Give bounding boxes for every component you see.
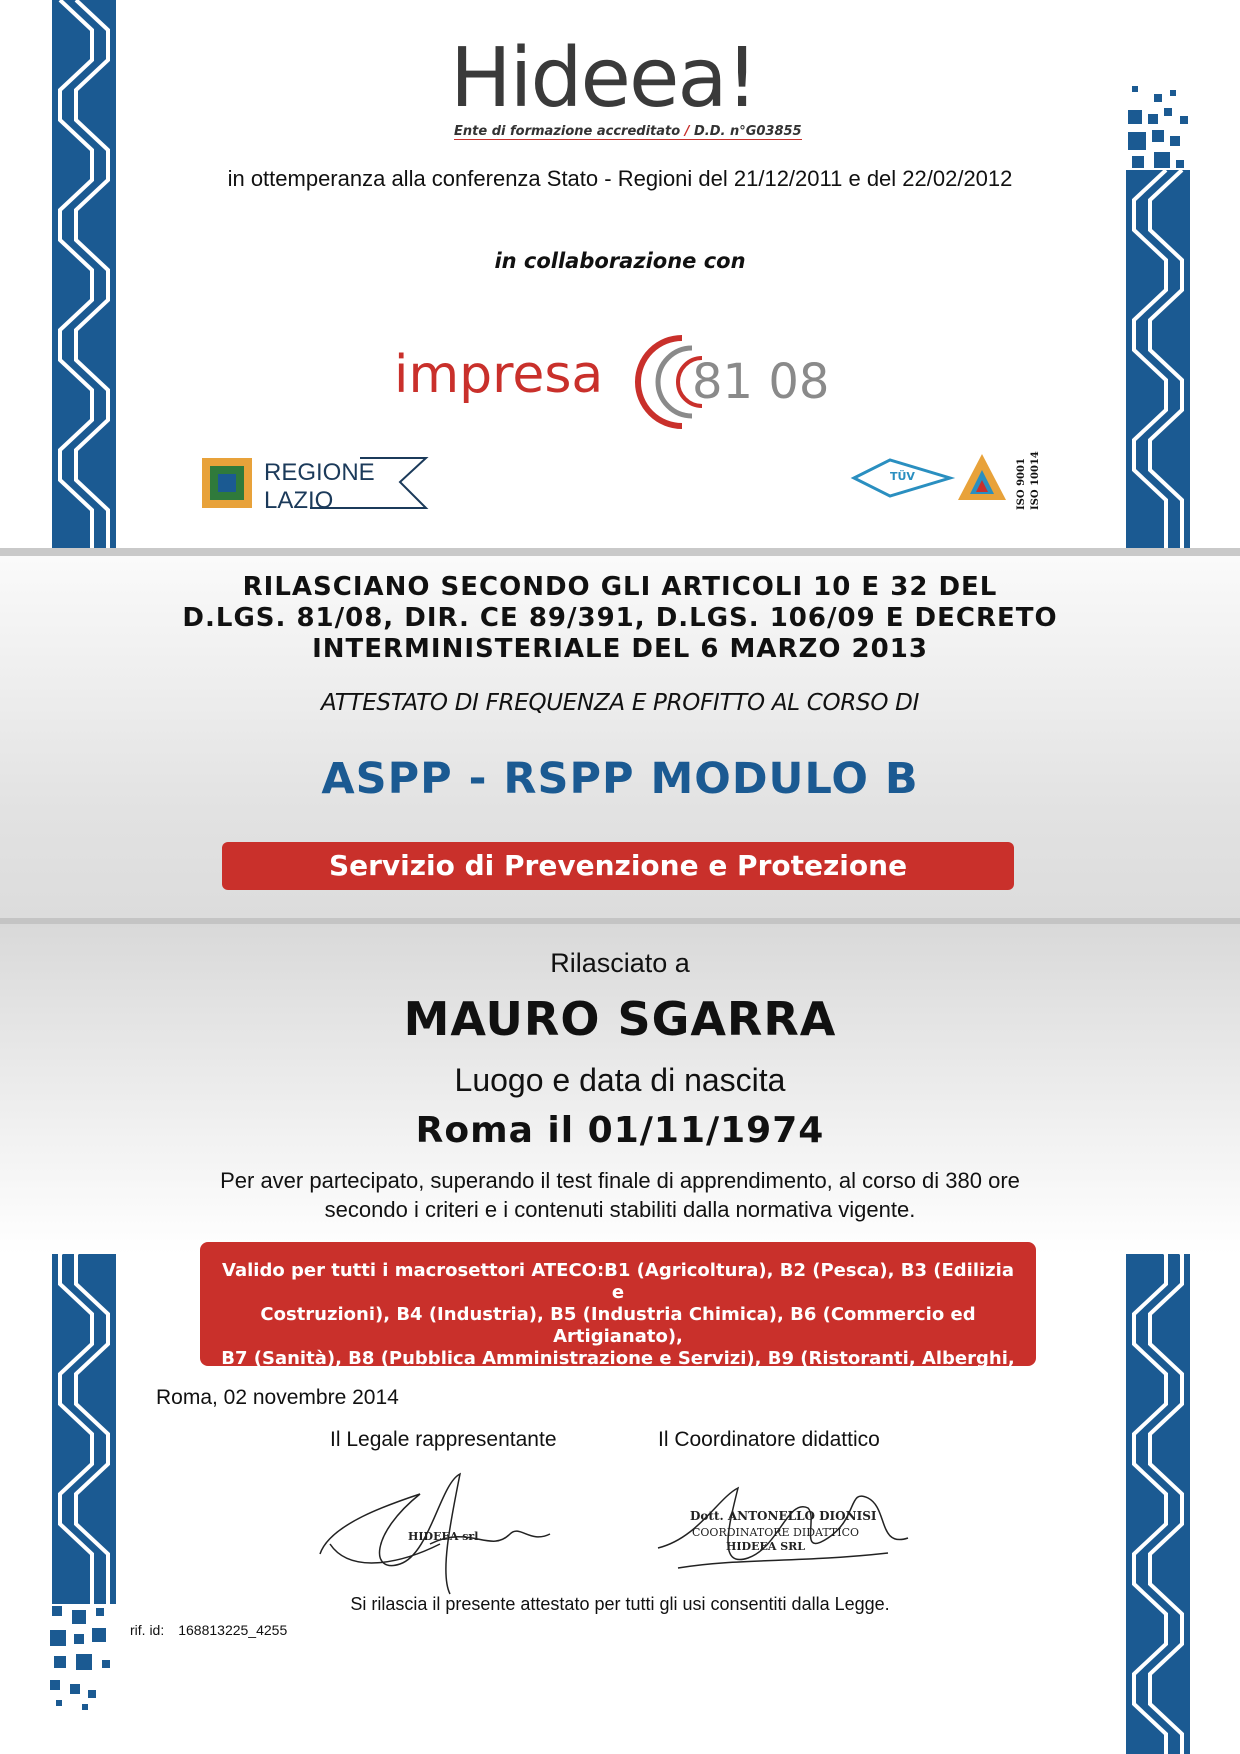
coordinator-label: Il Coordinatore didattico: [658, 1428, 880, 1451]
service-banner: Servizio di Prevenzione e Protezione: [222, 842, 1014, 890]
reference-id-label: rif. id:: [130, 1622, 165, 1638]
svg-text:Dott. ANTONELLO DIONISI: Dott. ANTONELLO DIONISI: [690, 1509, 877, 1523]
birth-value: Roma il 01/11/1974: [415, 1110, 825, 1151]
reference-id: [130, 1622, 287, 1638]
svg-text:LAZIO: LAZIO: [264, 487, 334, 514]
usage-note: Si rilascia il presente attestato per tutti gli usi consentiti dalla Legge.: [350, 1594, 890, 1614]
svg-text:ISO 10014: ISO 10014: [1030, 451, 1041, 510]
pixel-decoration-top-right: [1124, 80, 1194, 180]
issue-date-place: Roma, 02 novembre 2014: [156, 1386, 399, 1409]
left-top-strip: [52, 0, 116, 548]
band-top-border: [0, 548, 1240, 556]
right-top-strip: [1126, 170, 1190, 548]
legal-rep-stamp: HIDEEA srl: [408, 1530, 479, 1543]
tuv-logo-text: TÜV: [890, 470, 915, 483]
legal-rep-label: Il Legale rappresentante: [330, 1428, 557, 1451]
hideea-logo: [450, 31, 802, 148]
reference-id-value: 168813225_4255: [178, 1622, 288, 1638]
validity-box: Valido per tutti i macrosettori ATECO:B1 (Agricoltura), B2 (Pesca), B3 (Edilizia e Costruzioni), B4 (Industria), B5 (Industria Chimica), B6 (Commercio ed Artigianato), B7 (Sanità), B8 (Pubblica Amministrazione e Servizi), B9 (Ristoranti, Alberghi, Assicurazioni, Associazioni di tutti i tipi): [200, 1242, 1036, 1366]
pixel-decoration-bottom-left: [46, 1604, 122, 1714]
logo-tagline: Ente di formazione accreditato / D.D. n°G03855: [454, 124, 802, 139]
recipient-name: MAURO SGARRA: [403, 992, 837, 1046]
articles-line-3: INTERMINISTERIALE DEL 6 MARZO 2013: [312, 634, 928, 664]
issued-to-label: Rilasciato a: [550, 948, 690, 978]
svg-text:HIDEEA SRL: HIDEEA SRL: [726, 1540, 806, 1553]
regione-lazio-logo: [200, 452, 430, 514]
logo-name: Hideea!: [450, 31, 757, 126]
participation-text: Per aver partecipato, superando il test finale di apprendimento, al corso di 380 ore secondo i criteri e i contenuti stabiliti dalla normativa vigente.: [220, 1168, 1020, 1222]
impresa-logo-text: impresa: [394, 345, 604, 405]
svg-text:COORDINATORE DIDATTICO: COORDINATORE DIDATTICO: [692, 1526, 860, 1539]
impresa-8108-logo: [392, 318, 852, 438]
svg-text:ISO 9001: ISO 9001: [1016, 458, 1027, 510]
articles-line-2: D.LGS. 81/08, DIR. CE 89/391, D.LGS. 106/09 E DECRETO: [182, 603, 1058, 633]
legal-reference: in ottemperanza alla conferenza Stato - Regioni del 21/12/2011 e del 22/02/2012: [227, 166, 1013, 191]
legal-rep-signature: [310, 1464, 560, 1604]
birth-label: Luogo e data di nascita: [454, 1062, 786, 1098]
coordinator-signature: [648, 1478, 918, 1598]
certification-logos: [850, 448, 1050, 516]
svg-text:REGIONE: REGIONE: [264, 459, 375, 486]
collaboration-label: in collaborazione con: [494, 249, 746, 273]
course-title: ASPP - RSPP MODULO B: [321, 754, 919, 804]
impresa-logo-number: 81 08: [692, 354, 830, 410]
attestato-label: ATTESTATO DI FREQUENZA E PROFITTO AL CORSO DI: [320, 690, 920, 716]
articles-line-1: RILASCIANO SECONDO GLI ARTICOLI 10 E 32 DEL: [242, 572, 998, 602]
